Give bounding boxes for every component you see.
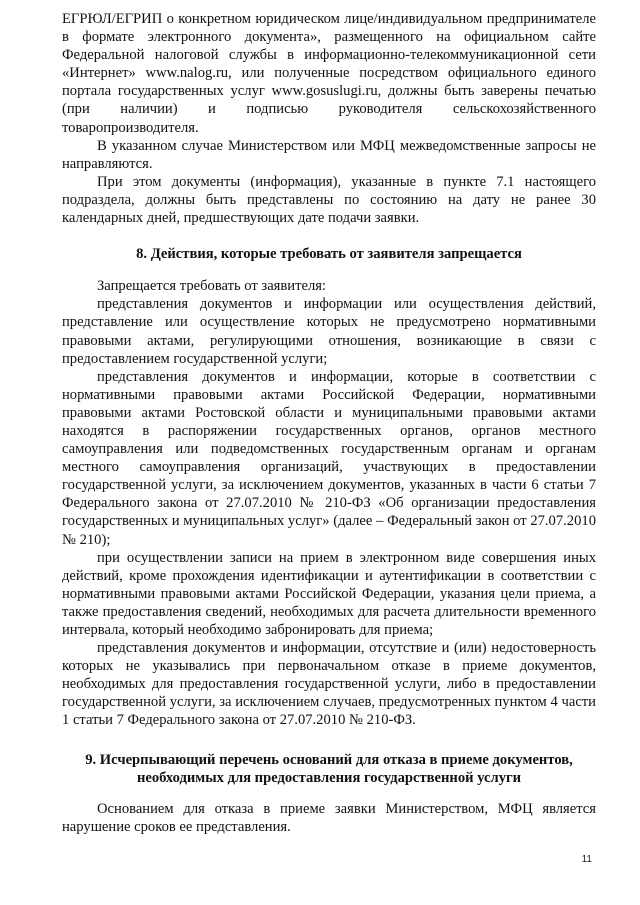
paragraph: при осуществлении записи на прием в электронном виде совершения иных действий, кроме прохождения идентификации и аутентификации в соответствии с нормативными правовыми актами Российской Федерации, указания цели приема, а также предоставления сведений, необходимых для расчета длительности временного интервала, который необходимо забронировать для приема; [62,549,596,638]
section-9-heading [62,751,596,787]
paragraph: представления документов и информации, которые в соответствии с нормативными правовыми актами Российской Федерации, нормативными правовыми актами Ростовской области и муниципальными правовыми актами находятся в распоряжении государственных органов, органов местного самоуправления или подведомственных государственным органам и органам местного самоуправления организаций, участвующих в предоставлении государственной услуги, за исключением документов, указанных в части 6 статьи 7 Федерального закона от 27.07.2010 № 210-ФЗ «Об организации предоставления государственных и муниципальных услуг» (далее – Федеральный закон от 27.07.2010 № 210); [62,368,596,548]
paragraph: При этом документы (информация), указанные в пункте 7.1 настоящего подраздела, должны быть представлены по состоянию на дату не ранее 30 календарных дней, предшествующих дате подачи заявки. [62,173,596,227]
paragraph: представления документов и информации или осуществления действий, представление или осуществление которых не предусмотрено нормативными правовыми актами, регулирующими отношения, возникающие в связи с предоставлением государственной услуги; [62,296,596,367]
paragraph: представления документов и информации, отсутствие и (или) недостоверность которых не указывались при первоначальном отказе в приеме документов, необходимых для предоставления государственной услуги, либо в предоставлении государственной услуги, за исключением случаев, предусмотренных пунктом 4 части 1 статьи 7 Федерального закона от 27.07.2010 № 210-ФЗ. [62,640,596,729]
section-9-heading-line-2: необходимых для предоставления государственной услуги [136,769,522,786]
section-9-heading-line-1: 9. Исчерпывающий перечень оснований для отказа в приеме документов, [85,751,573,768]
paragraph: Запрещается требовать от заявителя: [97,278,326,295]
page-number: 11 [581,854,592,865]
section-8-heading: 8. Действия, которые требовать от заявителя запрещается [136,246,522,263]
paragraph: Основанием для отказа в приеме заявки Министерством, МФЦ является нарушение сроков ее представления. [62,800,596,835]
paragraph: ЕГРЮЛ/ЕГРИП о конкретном юридическом лице/индивидуальном предпринимателе в формате электронного документа», размещенного на официальном сайте Федеральной налоговой службы в информационно-телекоммуникационной сети «Интернет» www.nalog.ru, или полученные посредством официального единого портала государственных услуг www.gosuslugi.ru, должны быть заверены печатью (при наличии) и подписью руководителя сельскохозяйственного товаропроизводителя. [62,11,596,136]
paragraph: В указанном случае Министерством или МФЦ межведомственные запросы не направляются. [62,137,596,172]
